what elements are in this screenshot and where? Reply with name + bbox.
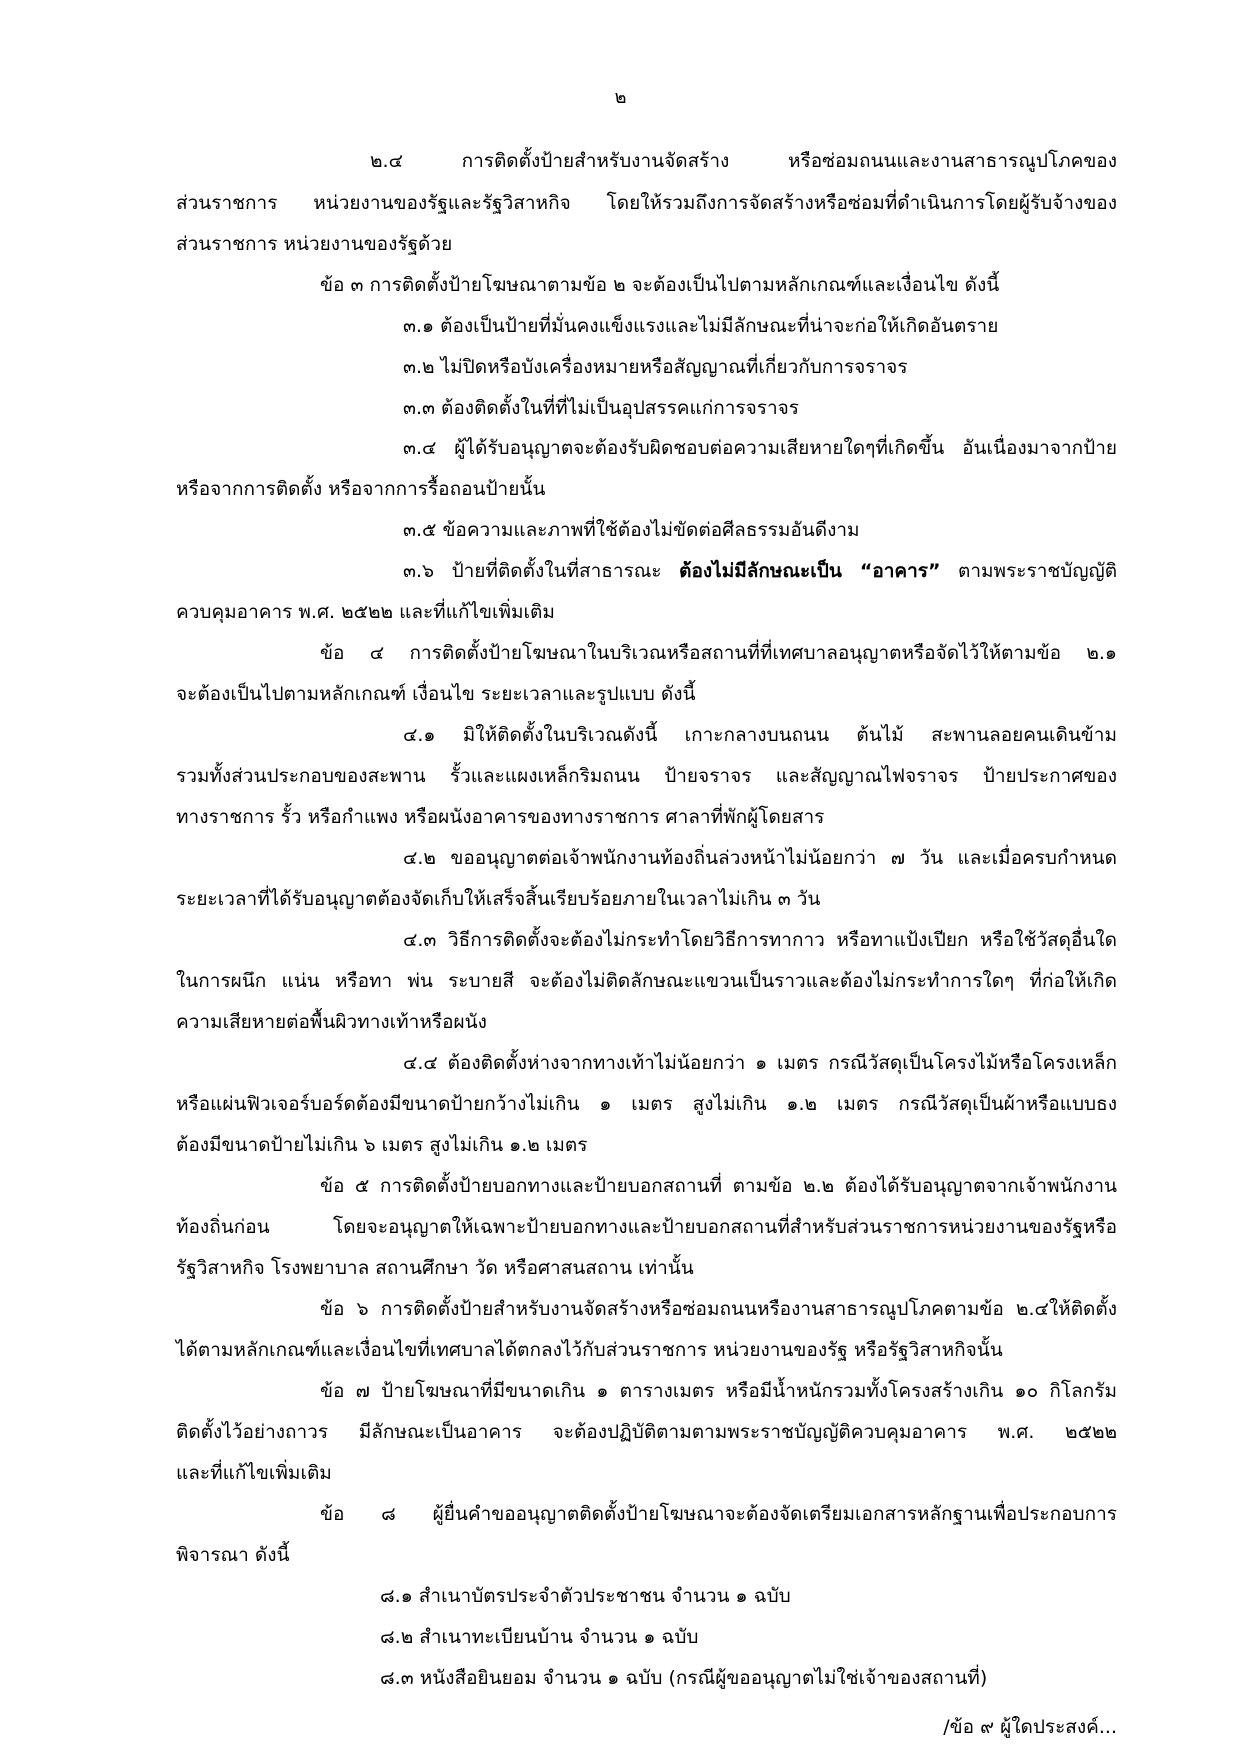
clause-6-heading: ข้อ ๖ การติดตั้งป้ายสำหรับงานจัดสร้างหรือซ่อมถนนหรืองานสาธารณูปโภคตามข้อ ๒.๔ให้ติดตั้ง <box>320 1298 1117 1320</box>
paragraph-line: และที่แก้ไขเพิ่มเติม <box>176 1462 332 1484</box>
clause-8-heading: ข้อ ๘ ผู้ยื่นคำขออนุญาตติดตั้งป้ายโฆษณาจะต้องจัดเตรียมเอกสารหลักฐานเพื่อประกอบการ <box>320 1503 1117 1525</box>
clause-8-2: ๘.๒ สำเนาทะเบียนบ้าน จำนวน ๑ ฉบับ <box>380 1626 699 1648</box>
clause-4-2: ๔.๒ ขออนุญาตต่อเจ้าพนักงานท้องถิ่นล่วงหน้าไม่น้อยกว่า ๗ วัน และเมื่อครบกำหนด <box>403 847 1117 869</box>
clause-3-6 <box>403 556 1117 586</box>
clause-8-3: ๘.๓ หนังสือยินยอม จำนวน ๑ ฉบับ (กรณีผู้ขออนุญาตไม่ใช่เจ้าของสถานที่) <box>380 1667 988 1689</box>
paragraph-line: ท้องถิ่นก่อน โดยจะอนุญาตให้เฉพาะป้ายบอกทางและป้ายบอกสถานที่สำหรับส่วนราชการหน่วยงานของรัฐหรือ <box>176 1216 1117 1238</box>
clause-7-heading: ข้อ ๗ ป้ายโฆษณาที่มีขนาดเกิน ๑ ตารางเมตร หรือมีน้ำหนักรวมทั้งโครงสร้างเกิน ๑๐ กิโลกรัม <box>320 1380 1117 1402</box>
paragraph-line: ความเสียหายต่อพื้นผิวทางเท้าหรือผนัง <box>176 1011 487 1033</box>
paragraph-line: พิจารณา ดังนี้ <box>176 1544 290 1566</box>
clause-3-heading: ข้อ ๓ การติดตั้งป้ายโฆษณาตามข้อ ๒ จะต้องเป็นไปตามหลักเกณฑ์และเงื่อนไข ดังนี้ <box>320 274 1000 296</box>
clause-3-3: ๓.๓ ต้องติดตั้งในที่ที่ไม่เป็นอุปสรรคแก่การจราจร <box>403 397 799 419</box>
clause-3-6-text-end: ตามพระราชบัญญัติ <box>958 560 1118 582</box>
paragraph-line: หรือจากการติดตั้ง หรือจากการรื้อถอนป้ายนั้น <box>176 478 546 500</box>
paragraph-line: ต้องมีขนาดป้ายไม่เกิน ๖ เมตร สูงไม่เกิน ๑.๒ เมตร <box>176 1134 588 1156</box>
paragraph-line: ๒.๔ การติดตั้งป้ายสำหรับงานจัดสร้าง หรือซ่อมถนนและงานสาธารณูปโภคของ <box>370 150 1117 172</box>
paragraph-line: ในการผนึก แน่น หรือทา พ่น ระบายสี จะต้องไม่ติดลักษณะแขวนเป็นราวและต้องไม่กระทำการใดๆ ที่ก่อให้เกิด <box>176 970 1117 992</box>
clause-3-5: ๓.๕ ข้อความและภาพที่ใช้ต้องไม่ขัดต่อศีลธรรมอันดีงาม <box>403 519 860 541</box>
paragraph-line: จะต้องเป็นไปตามหลักเกณฑ์ เงื่อนไข ระยะเวลาและรูปแบบ ดังนี้ <box>176 683 696 705</box>
clause-4-3: ๔.๓ วิธีการติดตั้งจะต้องไม่กระทำโดยวิธีการทากาว หรือทาแป้งเปียก หรือใช้วัสดุอื่นใด <box>403 929 1117 951</box>
clause-3-2: ๓.๒ ไม่ปิดหรือบังเครื่องหมายหรือสัญญาณที่เกี่ยวกับการจราจร <box>403 356 908 378</box>
continuation-footer: /ข้อ ๙ ผู้ใดประสงค์... <box>943 1716 1117 1738</box>
paragraph-line: หรือแผ่นฟิวเจอร์บอร์ดต้องมีขนาดป้ายกว้างไม่เกิน ๑ เมตร สูงไม่เกิน ๑.๒ เมตร กรณีวัสดุเป็นผ้าหรือแบบธง <box>176 1093 1117 1115</box>
clause-4-4: ๔.๔ ต้องติดตั้งห่างจากทางเท้าไม่น้อยกว่า ๑ เมตร กรณีวัสดุเป็นโครงไม้หรือโครงเหล็ก <box>403 1052 1117 1074</box>
paragraph-line: รวมทั้งส่วนประกอบของสะพาน รั้วและแผงเหล็กริมถนน ป้ายจราจร และสัญญาณไฟจราจร ป้ายประกาศของ <box>176 765 1117 787</box>
clause-3-6-emphasis: ต้องไม่มีลักษณะเป็น “อาคาร” <box>679 560 941 582</box>
page-number: ๒ <box>614 87 627 108</box>
paragraph-line: ติดตั้งไว้อย่างถาวร มีลักษณะเป็นอาคาร จะต้องปฏิบัติตามตามพระราชบัญญัติควบคุมอาคาร พ.ศ. ๒๕๒๒ <box>176 1421 1117 1443</box>
clause-4-1: ๔.๑ มิให้ติดตั้งในบริเวณดังนี้ เกาะกลางบนถนน ต้นไม้ สะพานลอยคนเดินข้าม <box>403 724 1117 746</box>
paragraph-line: ควบคุมอาคาร พ.ศ. ๒๕๒๒ และที่แก้ไขเพิ่มเติม <box>176 601 555 623</box>
clause-3-6-text: ๓.๖ ป้ายที่ติดตั้งในที่สาธารณะ <box>403 560 662 582</box>
paragraph-line: ระยะเวลาที่ได้รับอนุญาตต้องจัดเก็บให้เสร็จสิ้นเรียบร้อยภายในเวลาไม่เกิน ๓ วัน <box>176 888 821 910</box>
paragraph-line: รัฐวิสาหกิจ โรงพยาบาล สถานศึกษา วัด หรือศาสนสถาน เท่านั้น <box>176 1257 694 1279</box>
paragraph-line: ส่วนราชการ หน่วยงานของรัฐและรัฐวิสาหกิจ โดยให้รวมถึงการจัดสร้างหรือซ่อมที่ดำเนินการโดยผู้รับจ้างของ <box>176 192 1117 214</box>
clause-4-heading: ข้อ ๔ การติดตั้งป้ายโฆษณาในบริเวณหรือสถานที่ที่เทศบาลอนุญาตหรือจัดไว้ให้ตามข้อ ๒.๑ <box>320 642 1117 664</box>
paragraph-line: ทางราชการ รั้ว หรือกำแพง หรือผนังอาคารของทางราชการ ศาลาที่พักผู้โดยสาร <box>176 806 825 828</box>
clause-5-heading: ข้อ ๕ การติดตั้งป้ายบอกทางและป้ายบอกสถานที่ ตามข้อ ๒.๒ ต้องได้รับอนุญาตจากเจ้าพนักงาน <box>320 1175 1117 1197</box>
paragraph-line: ได้ตามหลักเกณฑ์และเงื่อนไขที่เทศบาลได้ตกลงไว้กับส่วนราชการ หน่วยงานของรัฐ หรือรัฐวิสาหกิจนั้น <box>176 1339 1003 1361</box>
paragraph-line: ส่วนราชการ หน่วยงานของรัฐด้วย <box>176 233 453 255</box>
clause-3-1: ๓.๑ ต้องเป็นป้ายที่มั่นคงแข็งแรงและไม่มีลักษณะที่น่าจะก่อให้เกิดอันตราย <box>403 315 999 337</box>
clause-8-1: ๘.๑ สำเนาบัตรประจำตัวประชาชน จำนวน ๑ ฉบับ <box>380 1585 791 1607</box>
clause-3-4: ๓.๔ ผู้ได้รับอนุญาตจะต้องรับผิดชอบต่อความเสียหายใดๆที่เกิดขึ้น อันเนื่องมาจากป้าย <box>403 437 1117 459</box>
